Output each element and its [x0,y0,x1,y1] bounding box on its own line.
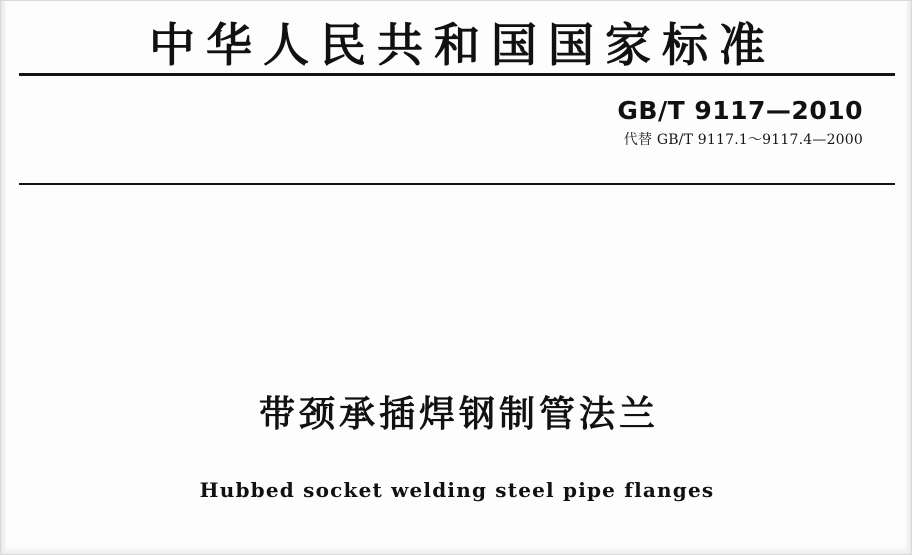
document-title-chinese: 带颈承插焊钢制管法兰 [258,394,659,435]
scan-edge-right [905,1,911,555]
standard-number-block [617,96,863,149]
document-title-english: Hubbed socket welding steel pipe flanges [199,478,715,502]
header-divider-top [19,73,895,76]
national-standard-heading: 中华人民共和国国家标准 [149,18,776,72]
scan-edge-left [1,1,7,555]
header-divider-bottom [19,183,895,185]
scan-edge-bottom [1,546,912,554]
standard-number: GB/T 9117—2010 [617,96,863,125]
standard-replaces-note: 代替 GB/T 9117.1～9117.4—2000 [623,132,863,148]
